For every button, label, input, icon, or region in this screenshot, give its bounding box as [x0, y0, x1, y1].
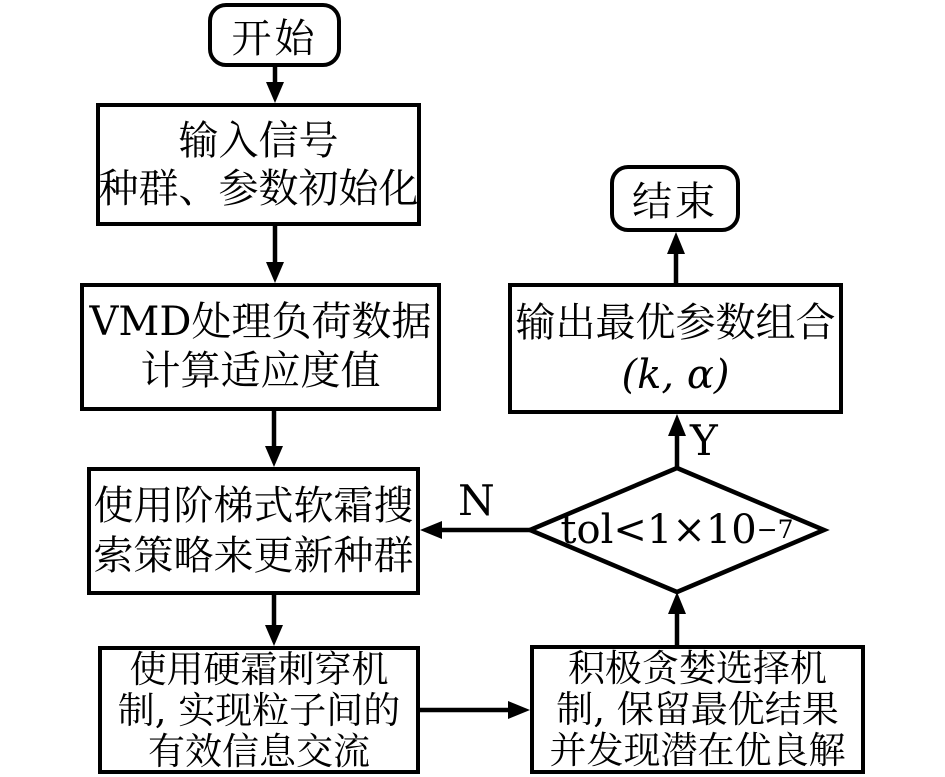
decision-condition-base: tol<1×10 — [560, 507, 757, 553]
process-text-line: 索策略来更新种群 — [93, 533, 414, 579]
arrow-hard-frost-to-greedy — [420, 701, 530, 719]
process-hard-frost-pierce — [98, 646, 420, 774]
end-terminal — [610, 165, 740, 232]
process-text-line: 种群、参数初始化 — [98, 165, 419, 212]
process-text-line: 计算适应度值 — [140, 348, 381, 394]
process-text-line: 制, 保留最优结果 — [556, 688, 839, 731]
process-greedy-selection — [530, 645, 865, 774]
process-text-line: (k, α) — [621, 351, 730, 398]
branch-label-no: N — [458, 476, 495, 525]
arrow-decision-yes-to-output — [668, 414, 686, 468]
process-output-parameters — [508, 283, 843, 414]
process-vmd-fitness — [80, 283, 441, 411]
process-text-line: 输出最优参数组合 — [515, 299, 836, 346]
process-input-initialization — [96, 103, 421, 226]
arrow-output-to-end — [667, 232, 685, 283]
arrow-vmd-to-soft-frost — [265, 411, 283, 467]
process-text-line: 输入信号 — [178, 117, 339, 164]
arrow-soft-frost-to-hard-frost — [265, 595, 283, 646]
process-text-line: 制, 实现粒子间的 — [117, 688, 401, 732]
start-terminal — [208, 3, 341, 67]
process-text-line: 积极贪婪选择机 — [568, 647, 827, 690]
arrow-start-to-input — [266, 67, 284, 103]
process-text-line: 并发现潜在优良解 — [549, 729, 846, 772]
arrow-input-to-vmd — [266, 226, 284, 283]
process-text-line: 有效信息交流 — [148, 729, 370, 773]
decision-condition: tol<1×10 −7 — [560, 507, 794, 553]
arrow-greedy-to-decision — [668, 592, 686, 647]
process-text-line: 使用阶梯式软霜搜 — [93, 483, 414, 529]
process-soft-frost-search — [87, 467, 420, 595]
process-text-line: 使用硬霜刺穿机 — [129, 647, 389, 691]
start-label: 开始 — [231, 15, 318, 62]
end-label: 结束 — [632, 179, 718, 225]
branch-label-yes: Y — [690, 416, 718, 465]
process-text-line: VMD处理负荷数据 — [89, 299, 432, 345]
